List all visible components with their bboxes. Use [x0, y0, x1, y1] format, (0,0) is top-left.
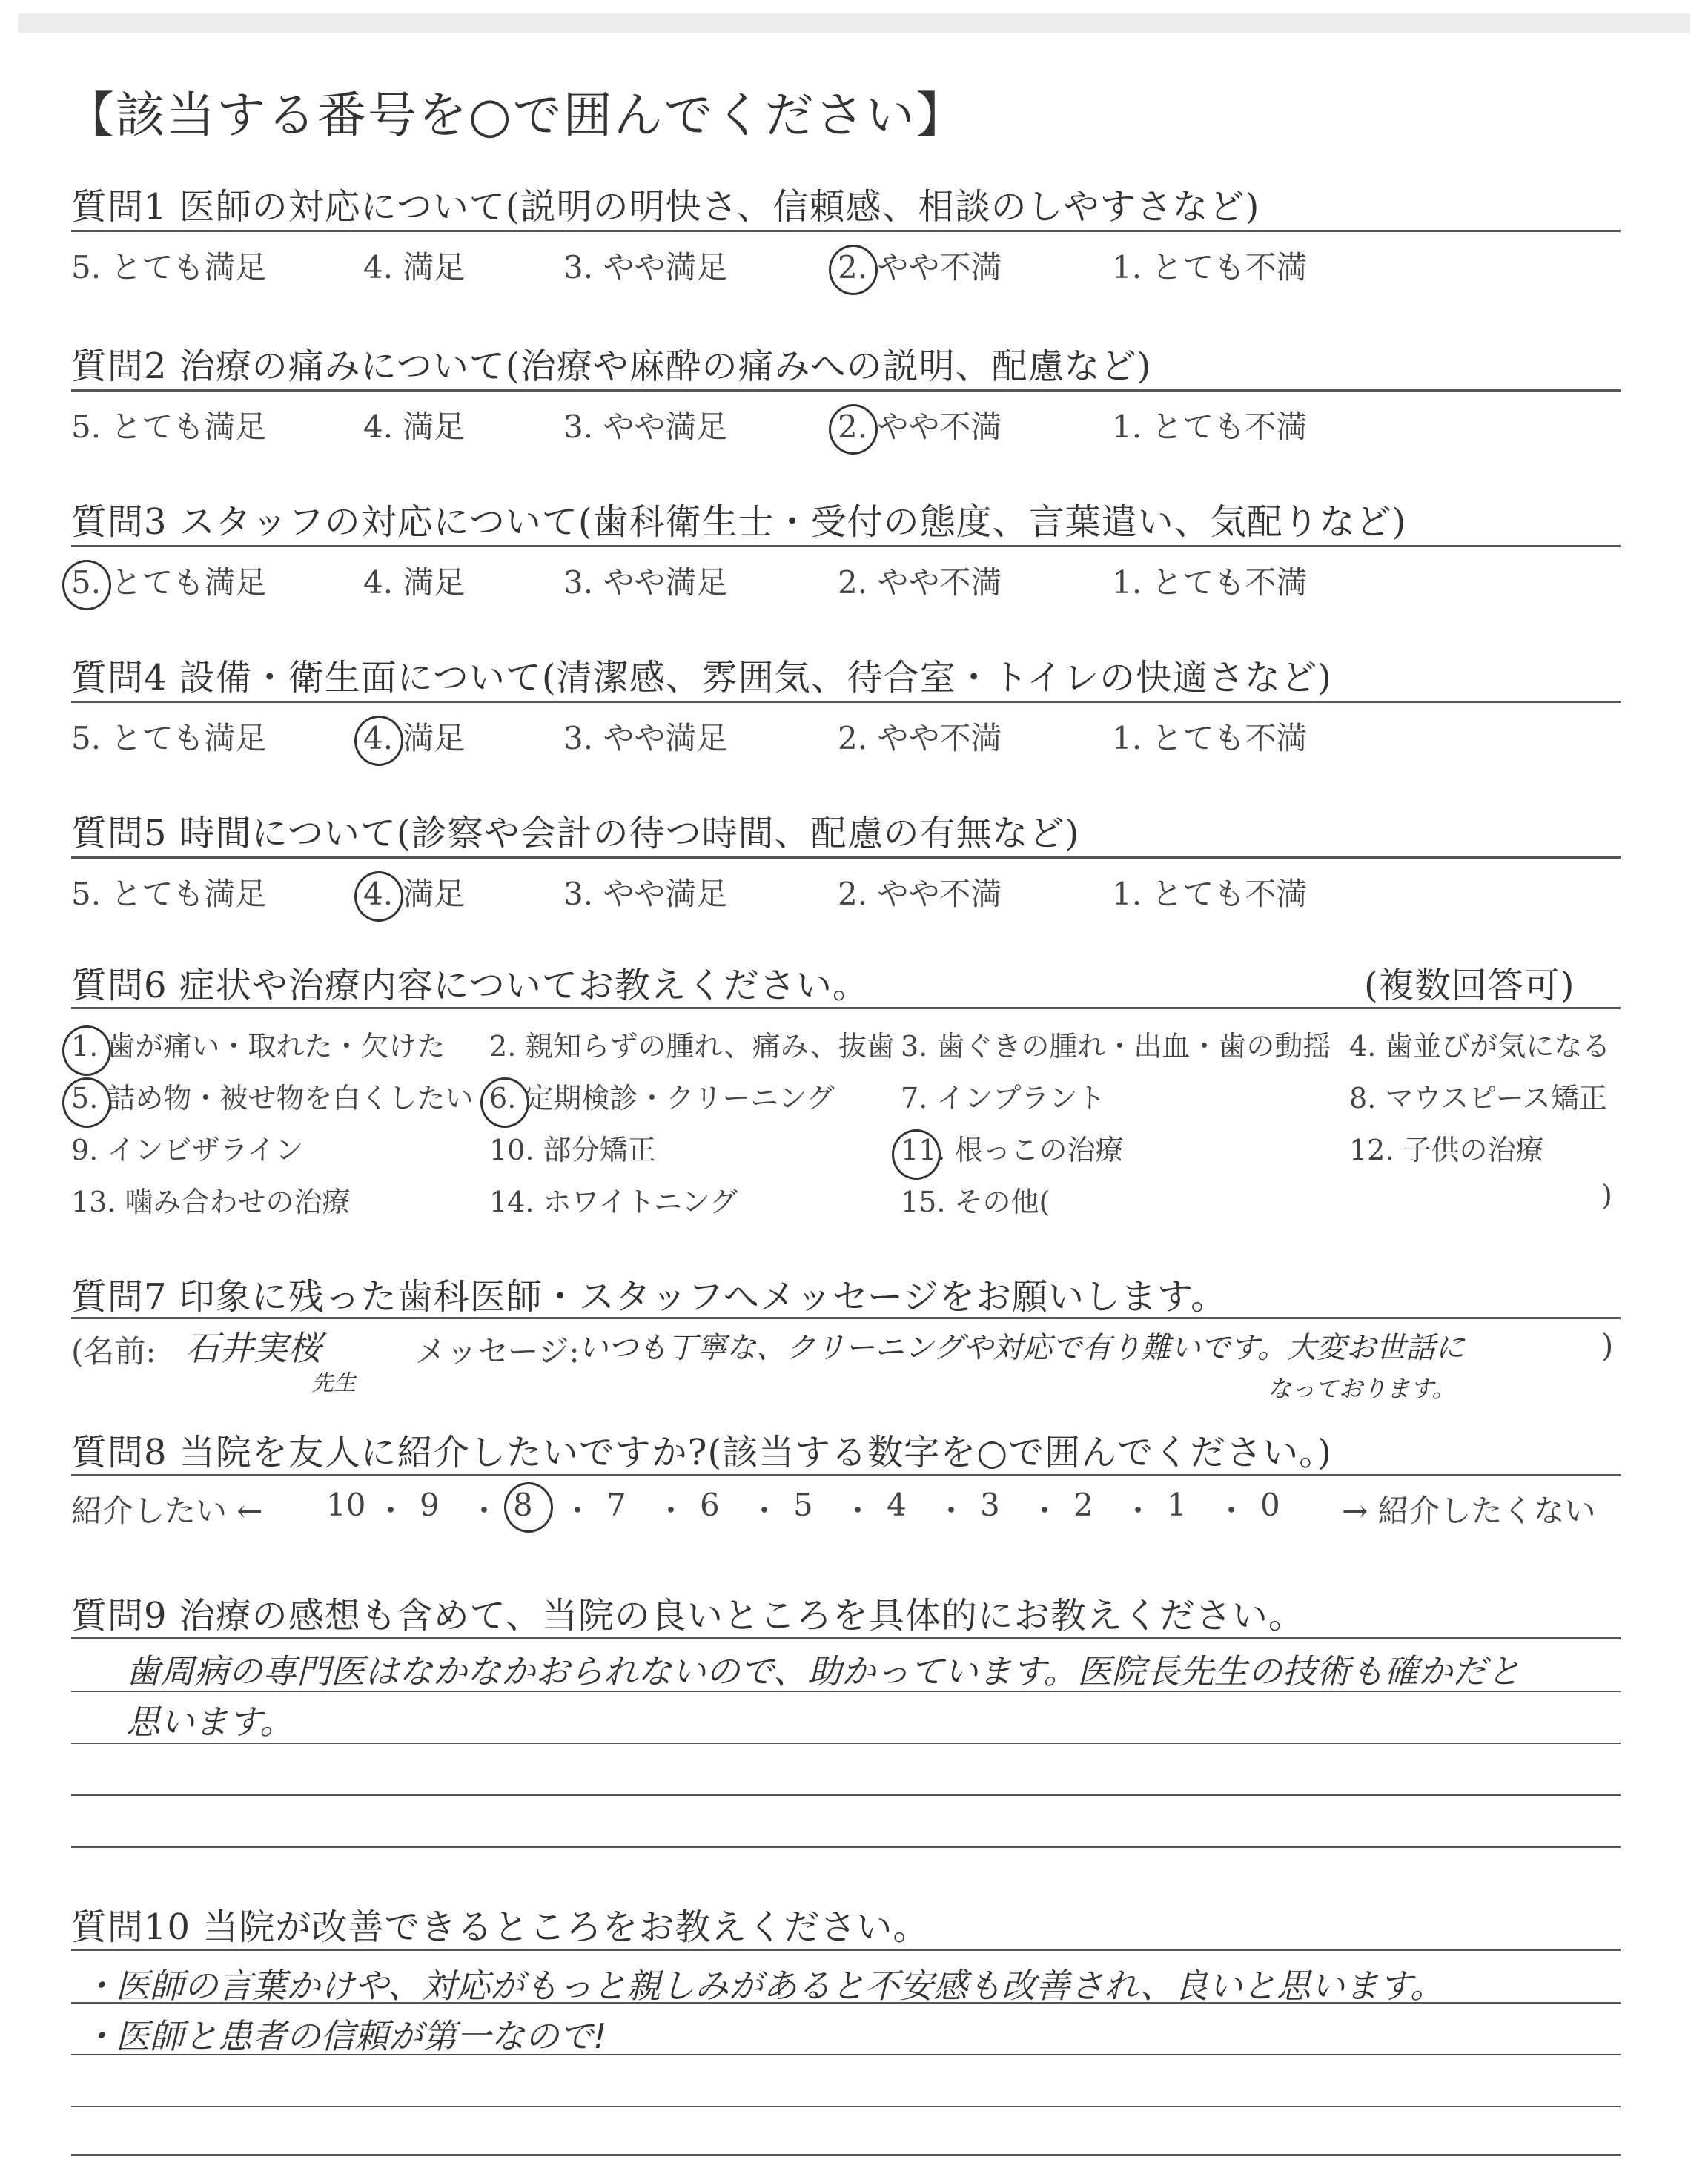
q5-title: 質問5 時間について(診察や会計の待つ時間、配慮の有無など)	[71, 813, 1080, 854]
selection-circle: 6	[489, 1082, 508, 1114]
q1-title: 質問1 医師の対応について(説明の明快さ、信頼感、相談のしやすさなど)	[71, 186, 1260, 228]
q8-scale-7[interactable]: 7	[606, 1487, 626, 1523]
q8-scale-separator: ・	[562, 1493, 594, 1529]
q6-option-10[interactable]: 10. 部分矯正	[489, 1134, 656, 1166]
q6-option-2[interactable]: 2. 親知らずの腫れ、痛み、抜歯	[489, 1030, 895, 1063]
selection-circle: 4	[363, 720, 383, 756]
q3-option-4[interactable]: 4. 満足	[363, 564, 466, 601]
q6-option-8[interactable]: 8. マウスピース矯正	[1349, 1082, 1607, 1114]
q8-scale-separator: ・	[1216, 1493, 1248, 1529]
page-title: 【該当する番号を○で囲んでください】	[65, 87, 967, 144]
q7-message-value[interactable]: いつも丁寧な、クリーニングや対応で有り難いです。大変お世話に	[578, 1331, 1465, 1365]
q6-option-3[interactable]: 3. 歯ぐきの腫れ・出血・歯の動揺	[901, 1030, 1331, 1063]
q8-scale-separator: ・	[1122, 1493, 1154, 1529]
q7-name-label: (名前:	[71, 1333, 156, 1370]
q8-scale-8[interactable]	[513, 1487, 533, 1523]
q7-title: 質問7 印象に残った歯科医師・スタッフへメッセージをお願いします。	[71, 1276, 1228, 1318]
q7-rule	[71, 1317, 1621, 1319]
selection-circle: 11	[901, 1134, 937, 1166]
q8-scale-separator: ・	[842, 1493, 874, 1529]
q2-title: 質問2 治療の痛みについて(治療や麻酔の痛みへの説明、配慮など)	[71, 346, 1152, 387]
q9-rule	[71, 1637, 1621, 1639]
q6-note: (複数回答可)	[1364, 965, 1575, 1006]
q8-scale-separator: ・	[1029, 1493, 1061, 1529]
q8-scale-9[interactable]: 9	[420, 1487, 440, 1523]
q6-option-13[interactable]: 13. 噛み合わせの治療	[71, 1186, 351, 1218]
q5-option-4[interactable]: 4. 満足	[363, 876, 466, 912]
q4-rule	[71, 701, 1621, 703]
q9-line-3	[71, 1794, 1621, 1796]
q3-option-3[interactable]: 3. やや満足	[563, 564, 728, 601]
selection-circle: 2	[838, 249, 858, 285]
q8-scale-4[interactable]: 4	[887, 1487, 907, 1523]
selection-circle: 1	[71, 1030, 90, 1063]
selection-circle: 5	[71, 564, 91, 601]
q4-option-5[interactable]: 5. とても満足	[71, 720, 267, 756]
q6-option-1[interactable]: 1. 歯が痛い・取れた・欠けた	[71, 1030, 446, 1063]
q1-option-3[interactable]: 3. やや満足	[563, 249, 728, 285]
q6-rule	[71, 1007, 1621, 1009]
q9-answer-line-1[interactable]: 歯周病の専門医はなかなかおられないので、助かっています。医院長先生の技術も確かだと	[126, 1651, 1521, 1691]
q8-left-label: 紹介したい ←	[71, 1493, 263, 1529]
q7-message-label: メッセージ:	[415, 1333, 580, 1370]
q7-message-value-2[interactable]: なっております。	[1268, 1375, 1456, 1403]
q3-option-2[interactable]: 2. やや不満	[838, 564, 1002, 601]
q8-scale-separator: ・	[749, 1493, 781, 1529]
q6-option-11[interactable]: 11. 根っこの治療	[901, 1134, 1124, 1166]
q8-scale-separator: ・	[375, 1493, 407, 1529]
q6-option-7[interactable]: 7. インプラント	[901, 1082, 1106, 1114]
selection-circle: 5	[71, 1082, 90, 1114]
q8-scale-separator: ・	[936, 1493, 967, 1529]
selection-circle: 8	[513, 1487, 533, 1523]
q7-name-value[interactable]: 石井実桜	[185, 1328, 322, 1368]
q9-line-2	[71, 1743, 1621, 1744]
q6-option-6[interactable]: 6. 定期検診・クリーニング	[489, 1082, 835, 1114]
q4-option-3[interactable]: 3. やや満足	[563, 720, 728, 756]
q10-answer-line-1[interactable]: ・医師の言葉かけや、対応がもっと親しみがあると不安感も改善され、良いと思います。	[82, 1966, 1445, 2006]
selection-circle: 2	[838, 409, 858, 445]
q6-option-15[interactable]: 15. その他(	[901, 1186, 1050, 1218]
q10-title: 質問10 当院が改善できるところをお教えください。	[71, 1906, 930, 1948]
q4-option-2[interactable]: 2. やや不満	[838, 720, 1002, 756]
q8-scale-0[interactable]: 0	[1260, 1487, 1280, 1523]
q8-scale-separator: ・	[655, 1493, 687, 1529]
q8-title: 質問8 当院を友人に紹介したいですか?(該当する数字を○で囲んでください。)	[71, 1432, 1332, 1473]
q8-right-label: → 紹介したくない	[1342, 1493, 1596, 1529]
selection-circle: 4	[363, 876, 383, 912]
q5-option-2[interactable]: 2. やや不満	[838, 876, 1002, 912]
q8-rule	[71, 1474, 1621, 1476]
q5-option-3[interactable]: 3. やや満足	[563, 876, 728, 912]
q5-option-5[interactable]: 5. とても満足	[71, 876, 267, 912]
q8-scale-10[interactable]: 10	[326, 1487, 366, 1523]
q1-option-5[interactable]: 5. とても満足	[71, 249, 267, 285]
q1-rule	[71, 230, 1621, 232]
q6-option-5[interactable]: 5. 詰め物・被せ物を白くしたい	[71, 1082, 474, 1114]
scan-top-edge	[18, 13, 1690, 33]
q6-option-9[interactable]: 9. インビザライン	[71, 1134, 304, 1166]
q2-rule	[71, 389, 1621, 392]
q2-option-2[interactable]: 2. やや不満	[838, 409, 1002, 445]
q1-option-1[interactable]: 1. とても不満	[1112, 249, 1308, 285]
q5-rule	[71, 856, 1621, 859]
q8-scale-3[interactable]: 3	[980, 1487, 1000, 1523]
q4-option-1[interactable]: 1. とても不満	[1112, 720, 1308, 756]
q9-answer-line-2[interactable]: 思います。	[126, 1702, 294, 1742]
q7-name-suffix[interactable]: 先生	[311, 1370, 356, 1396]
q10-line-3	[71, 2106, 1621, 2107]
q2-option-1[interactable]: 1. とても不満	[1112, 409, 1308, 445]
q6-title: 質問6 症状や治療内容についてお教えください。	[71, 965, 869, 1006]
q6-option-12[interactable]: 12. 子供の治療	[1349, 1134, 1544, 1166]
q8-scale-separator: ・	[469, 1493, 500, 1529]
q6-other-close-paren: )	[1601, 1179, 1612, 1212]
q3-option-5[interactable]: 5. とても満足	[71, 564, 267, 601]
q10-rule	[71, 1949, 1621, 1951]
q3-option-1[interactable]: 1. とても不満	[1112, 564, 1308, 601]
q8-scale-5[interactable]: 5	[793, 1487, 813, 1523]
q9-title: 質問9 治療の感想も含めて、当院の良いところを具体的にお教えください。	[71, 1595, 1305, 1636]
q9-line-4	[71, 1846, 1621, 1848]
q1-option-4[interactable]: 4. 満足	[363, 249, 466, 285]
q3-title: 質問3 スタッフの対応について(歯科衛生士・受付の態度、言葉遣い、気配りなど)	[71, 501, 1407, 543]
q7-close-paren: )	[1601, 1327, 1614, 1364]
q8-scale-2[interactable]: 2	[1073, 1487, 1093, 1523]
q6-option-4[interactable]: 4. 歯並びが気になる	[1349, 1030, 1611, 1063]
q8-scale-1[interactable]: 1	[1167, 1487, 1187, 1523]
q6-option-14[interactable]: 14. ホワイトニング	[489, 1186, 738, 1218]
q10-line-4	[71, 2154, 1621, 2156]
q10-answer-line-2[interactable]: ・医師と患者の信頼が第一なので!	[82, 2016, 607, 2056]
q2-option-4[interactable]: 4. 満足	[363, 409, 466, 445]
q3-rule	[71, 545, 1621, 547]
q2-option-3[interactable]: 3. やや満足	[563, 409, 728, 445]
q4-title: 質問4 設備・衛生面について(清潔感、雰囲気、待合室・トイレの快適さなど)	[71, 657, 1332, 698]
q2-option-5[interactable]: 5. とても満足	[71, 409, 267, 445]
q8-scale-6[interactable]: 6	[700, 1487, 720, 1523]
q5-option-1[interactable]: 1. とても不満	[1112, 876, 1308, 912]
q1-option-2[interactable]: 2. やや不満	[838, 249, 1002, 285]
q4-option-4[interactable]: 4. 満足	[363, 720, 466, 756]
